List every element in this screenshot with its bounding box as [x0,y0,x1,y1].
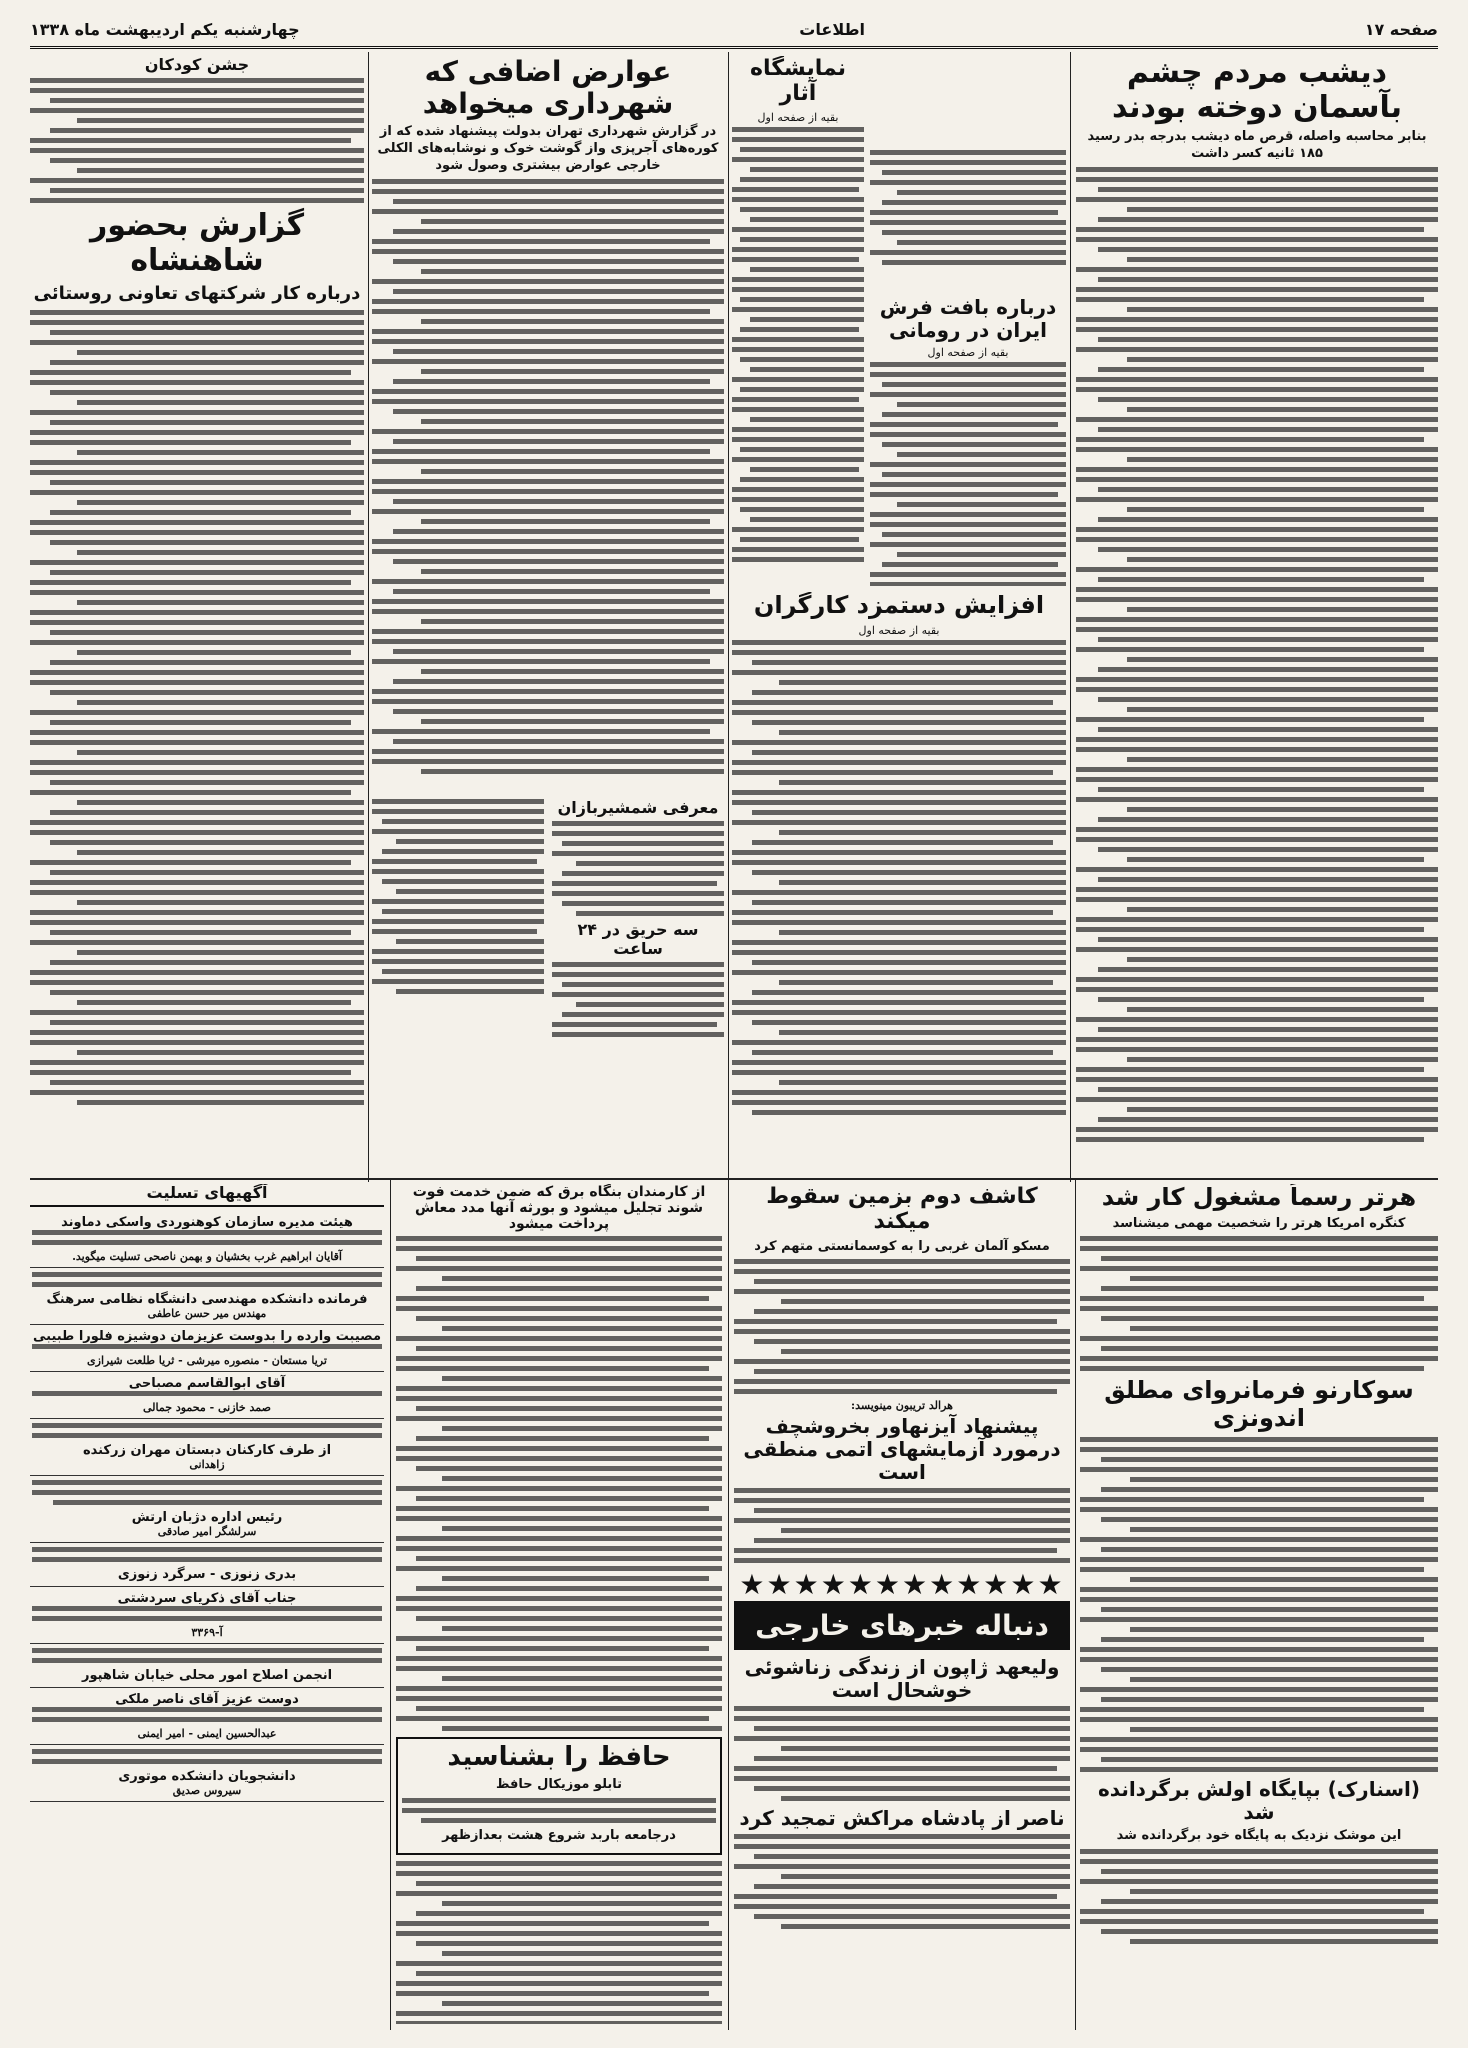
article-wages [732,592,1066,1174]
article-body [1080,1236,1438,1371]
article-shah-report [30,56,364,1174]
star-divider: ★★★★★★★★★★★★ [739,1568,1065,1602]
article-moon [1076,56,1438,1174]
condolence-signature: آ-۳۳۶۹ [191,1626,223,1640]
condolence-title: انجمن اصلاح امور محلی خیابان شاهپور [81,1668,333,1684]
article-body [552,821,724,916]
condolence-title: دوست عزیز آقای ناصر ملکی [115,1692,299,1708]
subhead: در گزارش شهرداری تهران بدولت پیشنهاد شده که از کوره‌های آجرپزی واز گوشت خوک و نوشابه‌های الکلی خارجی عوارض بیشتری وصول شود [377,124,719,174]
subhead: درباره کار شرکتهای تعاونی روستائی [33,283,361,305]
column-rule [1075,1180,1076,2030]
issue-date: چهارشنبه یکم اردیبهشت ماه ۱۳۳۸ [30,19,300,39]
article-body [734,1259,1070,1394]
headline: سوکارنو فرمانروای مطلق اندونزی [1104,1376,1414,1433]
condolence-signature: آقایان ابراهیم غرب بخشیان و بهمن ناصحی تسلیت میگوید. [72,1250,342,1264]
article-body [396,1861,722,2024]
condolence-title: فرمانده دانشکده مهندسی دانشگاه نظامی سرهنگ [46,1292,368,1308]
article-body [734,1706,1070,1801]
condolence-body [32,1606,382,1621]
headline: جشن کودکان [144,56,250,74]
headline: از کارمندان بنگاه برق که ضمن خدمت فوت شوند تجلیل میشود و بورثه آنها مدد معاش پرداخت میشود [412,1184,706,1233]
condolence-signature: سیروس صدیق [172,1784,242,1798]
column-lower-right [1080,1184,1438,2024]
condolence-item [30,1688,384,1745]
condolence-signature: صمد خازنی - محمود جمالی [142,1401,271,1415]
article-moon-cont [870,150,1066,290]
condolence-item [30,1372,384,1419]
article-carpet [870,296,1066,586]
headline: گزارش بحضور شاهنشاه [89,208,305,278]
condolence-item [30,1543,384,1587]
condolence-body [32,1344,382,1349]
ad-footer: درجامعه باربد شروع هشت بعدازظهر [442,1828,676,1844]
article-body [870,150,1066,265]
headline: کاشف دوم بزمین سقوط میکند [766,1184,1038,1235]
condolence-body [32,1230,382,1245]
headline: سه حریق در ۲۴ ساعت [577,920,699,958]
condolence-item [30,1644,384,1688]
condolence-item [30,1211,384,1268]
condolence-title: بدری زنوزی - سرگرد زنوزی [117,1567,297,1583]
condolence-body [32,1749,382,1764]
article-body [30,310,364,1105]
headline: پیشنهاد آیزنهاور بخروشچف درمورد آزمایشهای اتمی منطقی است [743,1414,1061,1485]
condolence-body [32,1423,382,1438]
headline: دیشب مردم چشم بآسمان دوخته بودند [1111,56,1403,125]
headline: نمایشگاه آثار [750,56,846,107]
kicker: بقیه از صفحه اول [757,110,839,124]
condolence-signature: زاهدانی [189,1458,225,1472]
condolence-title: مصیبت وارده را بدوست عزیزمان دوشیزه فلورا طبیبی [32,1329,382,1345]
article-body [732,127,864,562]
subhead: این موشک نزدیک به پایگاه خود برگردانده شد [1116,1827,1402,1843]
condolence-body [32,1547,382,1562]
column-rule [1070,52,1071,1182]
headline: عوارض اضافی که شهرداری میخواهد [422,56,674,121]
foreign-news-banner: دنباله خبرهای خارجی [734,1601,1070,1650]
condolence-ads [30,1184,384,2024]
article-body [1080,1437,1438,1772]
subhead: کنگره امریکا هرتر را شخصیت مهمی میشناسد [1112,1215,1406,1231]
subhead: تابلو موزیکال حافظ [495,1777,623,1793]
column-local-news [396,1184,722,2024]
article-taxes-cont [372,799,544,1042]
article-body [30,78,364,203]
column-foreign-news [734,1184,1070,2024]
article-body [402,1798,716,1823]
column-rule [728,1180,729,2030]
column-rule [368,52,369,1182]
article-body [396,1236,722,1731]
kicker: بقیه از صفحه اول [927,346,1009,359]
article-body [1080,1849,1438,1944]
page-number: صفحه ۱۷ [1364,19,1438,39]
condolence-body [32,1391,382,1396]
hafez-ad [396,1737,722,1855]
condolence-title: دانشجویان دانشکده موتوری [118,1769,296,1785]
headline: درباره بافت فرش ایران در رومانی [879,296,1057,342]
condolence-body [32,1707,382,1722]
condolence-item [30,1325,384,1372]
condolence-title: از طرف کارکنان دبستان مهران زرکنده [82,1443,332,1459]
headline: حافظ را بشناسید [447,1742,671,1773]
headline: معرفی شمشیربازان [557,798,719,818]
article-body [1076,167,1438,1142]
article-body [552,962,724,1037]
condolence-body [32,1272,382,1287]
kicker: بقیه از صفحه اول [858,623,940,637]
condolence-item [30,1419,384,1476]
article-body [734,1834,1070,1929]
article-taxes [372,56,724,1174]
article-body [734,1488,1070,1563]
condolence-title: جناب آقای ذکریای سردشتی [117,1591,297,1607]
headline: افزایش دستمزد کارگران [753,592,1045,619]
masthead [30,12,1438,49]
article-body [372,179,724,799]
condolence-item [30,1476,384,1543]
condolence-item [30,1268,384,1325]
condolence-title: رئیس اداره دژبان ارتش [131,1510,283,1526]
article-exhibition [732,56,864,586]
headline: ولیعهد ژاپون از زندگی زناشوئی خوشحال است [744,1655,1060,1703]
condolence-body [32,1648,382,1663]
subhead: بنابر محاسبه واصله، قرص ماه دیشب بدرجه بدر رسید ۱۸۵ ثانیه کسر داشت [1087,129,1427,161]
section-rule [30,1178,1438,1180]
condolence-signature: مهندس میر حسن عاطفی [147,1307,267,1321]
condolence-item [30,1745,384,1802]
condolence-body [32,1480,382,1505]
kicker: هرالد تریبون مینویسد: [851,1399,953,1413]
condolence-title: آقای ابوالقاسم مصباحی [128,1376,286,1392]
article-body [870,362,1066,586]
article-body [372,799,544,994]
subhead: مسکو آلمان غربی را به کوسمانستی متهم کرد [754,1238,1050,1254]
section-title: آگهیهای تسلیت [30,1184,384,1207]
column-rule [728,52,729,1182]
condolence-title: هیئت مدیره سازمان کوهنوردی واسکی دماوند [61,1215,353,1231]
condolence-signature: عبدالحسین ایمنی - امیر ایمنی [137,1727,277,1741]
article-shamshiri [552,799,724,1042]
headline: (اسنارک) بپایگاه اولش برگردانده شد [1097,1776,1421,1824]
column-rule [390,1180,391,2030]
headline: هرتر رسماً مشغول کار شد [1101,1184,1417,1211]
headline: ناصر از پادشاه مراکش تمجید کرد [739,1806,1065,1831]
condolence-item [30,1587,384,1644]
article-body [732,640,1066,1115]
newspaper-name: اطلاعات [799,19,866,39]
condolence-signature: تریا مستعان - منصوره میرشی - ثریا طلعت شیرازی [87,1354,327,1368]
condolence-signature: سرلشگر امیر صادقی [157,1525,257,1539]
sub-articles [372,799,724,1042]
